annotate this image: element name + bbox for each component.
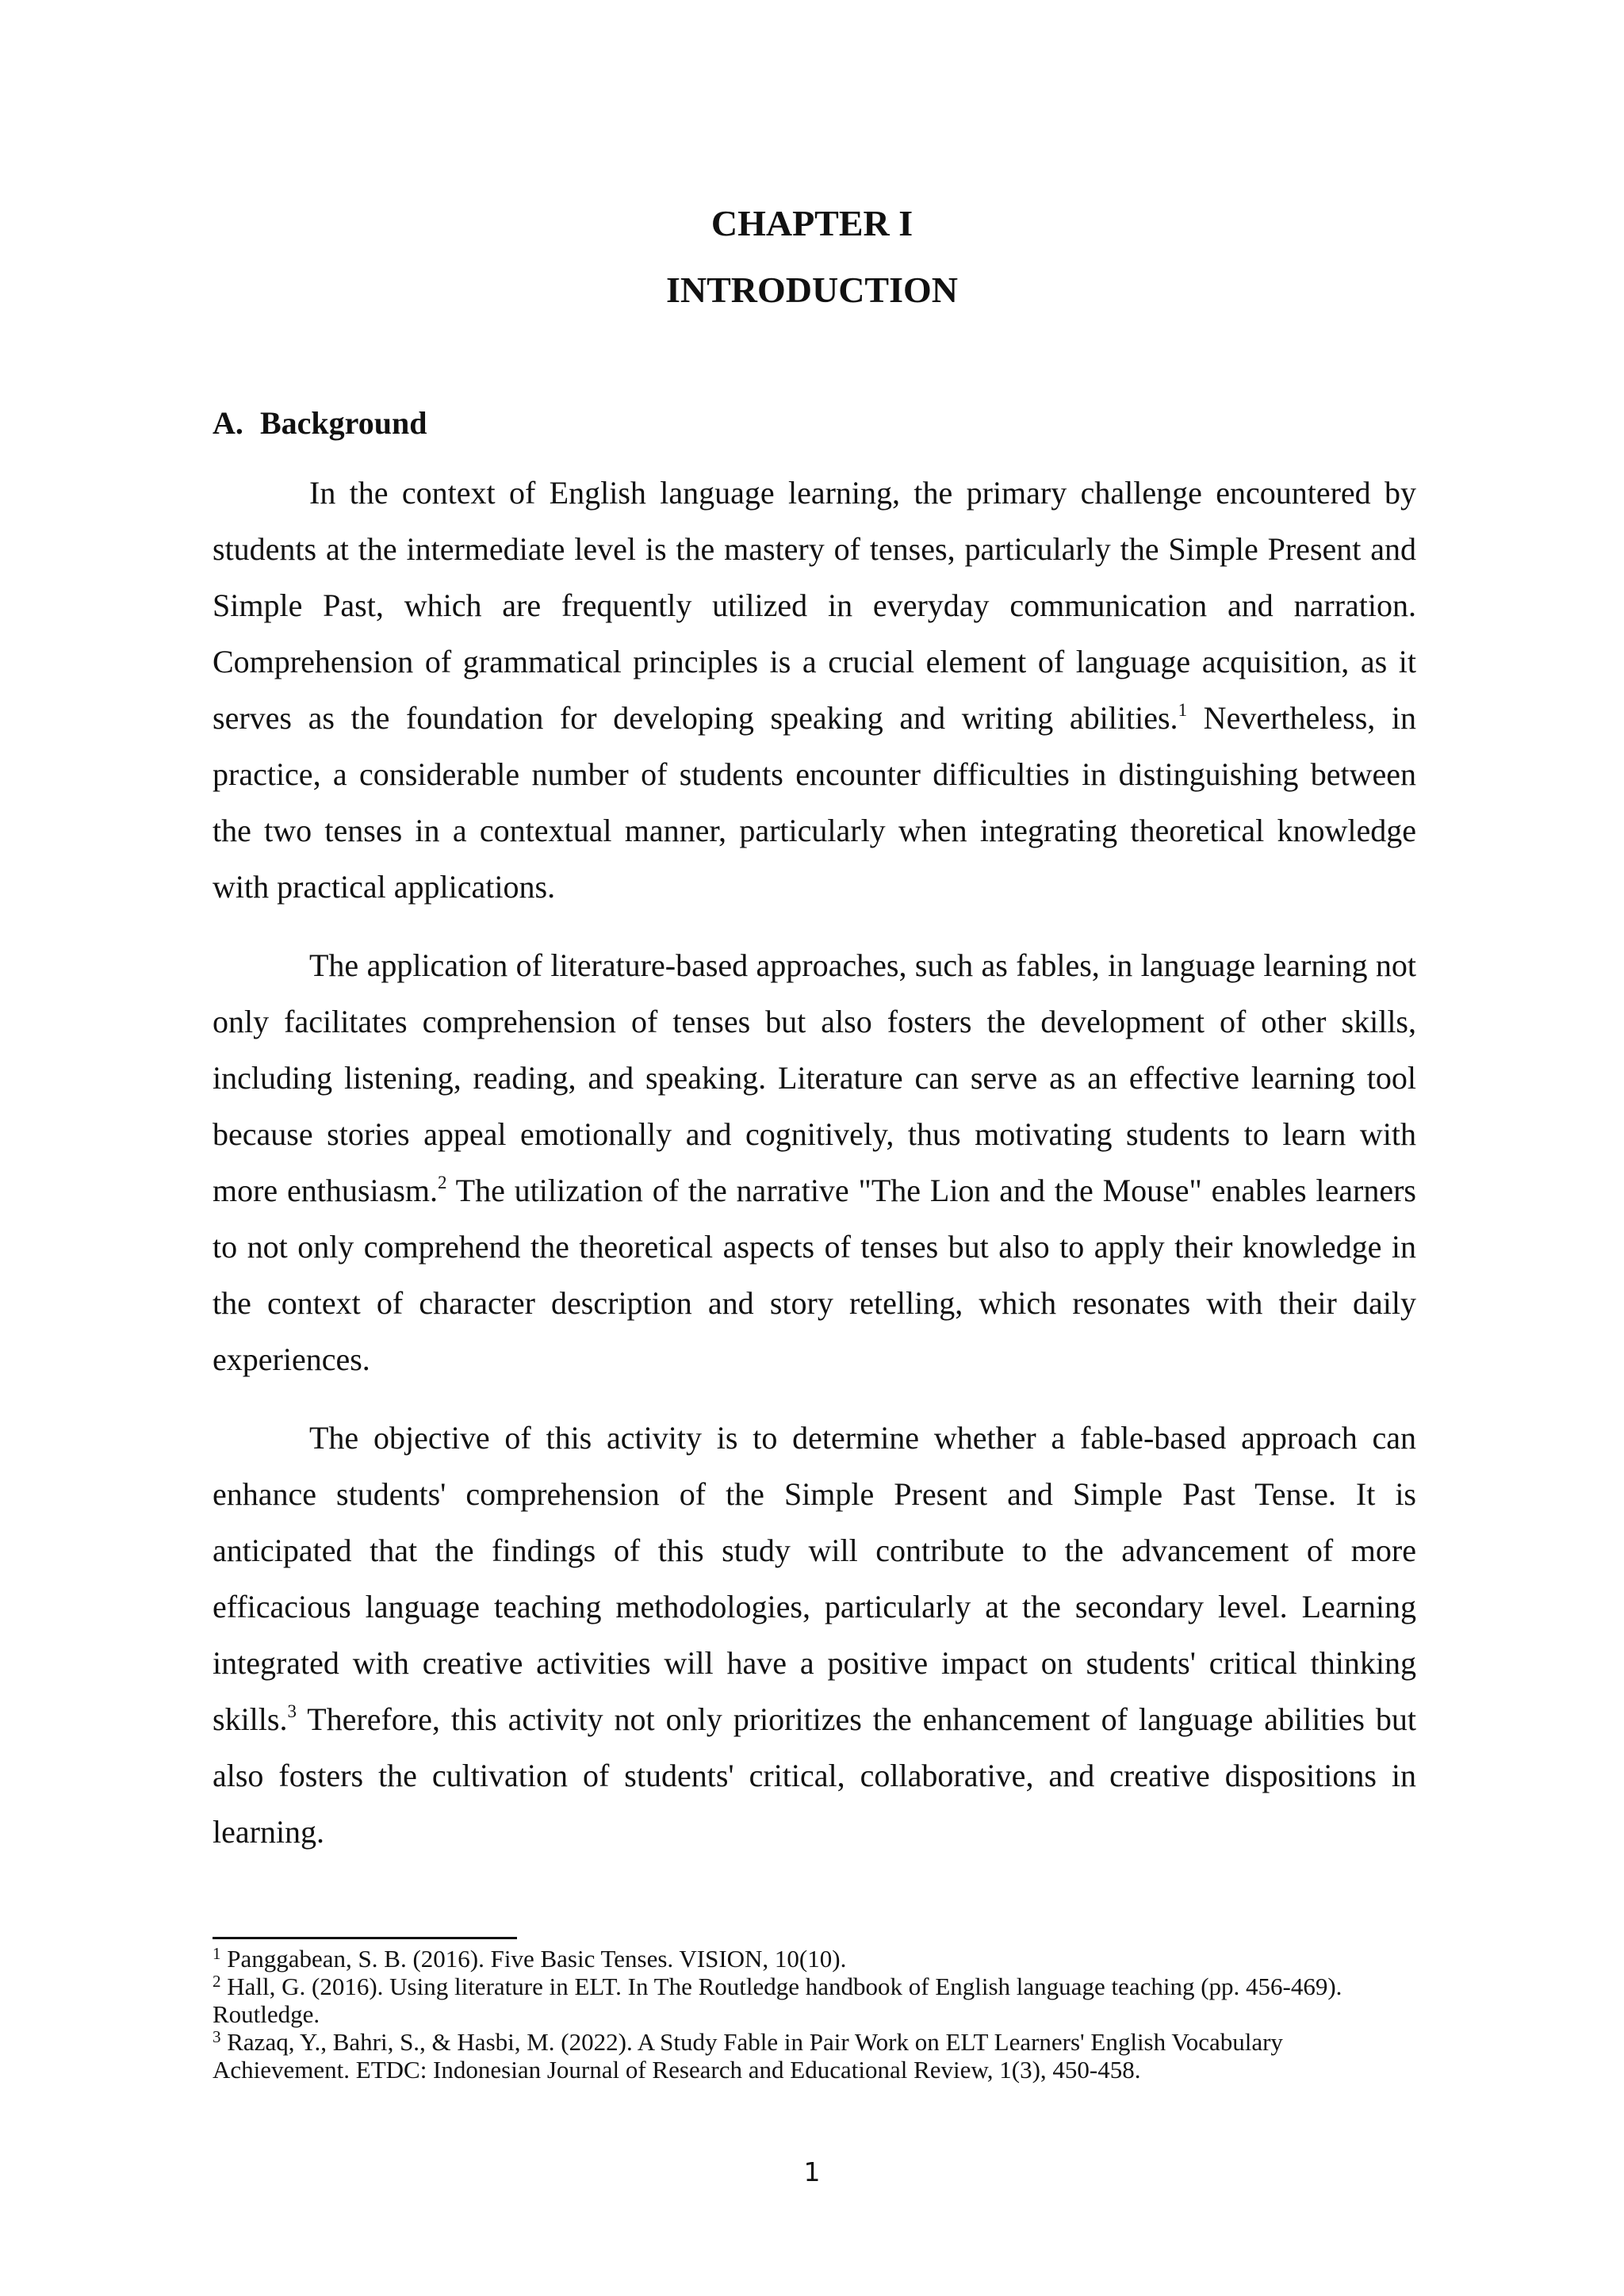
- section-label: A.: [213, 405, 243, 441]
- section-title: Background: [260, 405, 427, 441]
- footnote-number: 2: [213, 1972, 221, 1991]
- footnote-text: Razaq, Y., Bahri, S., & Hasbi, M. (2022). A Study Fable in Pair Work on ELT Learners' English Vocabulary Achievement. ETDC: Indonesian Journal of Research and Educational Review, 1(3), 450-458.: [213, 2028, 1283, 2084]
- paragraph-text: The utilization of the narrative "The Lion and the Mouse" enables learners to not only comprehend the theoretical aspects of tenses but also to apply their knowledge in the context of character description and story retelling, which resonates with their daily experiences.: [213, 1173, 1417, 1377]
- chapter-heading: [0, 190, 1624, 323]
- chapter-number: CHAPTER I: [710, 203, 914, 243]
- footnotes: [213, 1945, 1416, 2084]
- footnote-number: 1: [213, 1944, 221, 1963]
- footnote-1: [213, 1945, 1416, 1973]
- body-text: [213, 465, 1416, 1882]
- paragraph-text: In the context of English language learning, the primary challenge encountered by students at the intermediate level is the mastery of tenses, particularly the Simple Present and Simple Past, which are frequently utilized in everyday communication and narration. Comprehension of grammatical principles is a crucial element of language acquisition, as it serves as the foundation for developing speaking and writing abilities.: [213, 475, 1416, 736]
- footnote-ref-2[interactable]: 2: [438, 1173, 447, 1192]
- paragraph-1: [213, 465, 1416, 915]
- footnote-ref-1[interactable]: 1: [1178, 700, 1188, 720]
- footnote-text: Hall, G. (2016). Using literature in ELT. In The Routledge handbook of English language teaching (pp. 456-469). Routledge.: [213, 1973, 1342, 2028]
- footnote-text: Panggabean, S. B. (2016). Five Basic Tenses. VISION, 10(10).: [220, 1945, 847, 1973]
- section-heading: [213, 401, 427, 446]
- paragraph-text: Therefore, this activity not only prioritizes the enhancement of language abilities but also fosters the cultivation of students' critical, collaborative, and creative dispositions in learning.: [213, 1701, 1416, 1850]
- footnote-divider: [213, 1937, 517, 1939]
- paragraph-text: The objective of this activity is to determine whether a fable-based approach can enhance students' comprehension of the Simple Present and Simple Past Tense. It is anticipated that the findings of this study will contribute to the advancement of more efficacious language teaching methodologies, particularly at the secondary level. Learning integrated with creative activities will have a positive impact on students' critical thinking skills.: [213, 1420, 1416, 1737]
- chapter-title: INTRODUCTION: [665, 270, 959, 310]
- paragraph-text: Nevertheless, in practice, a considerable number of students encounter difficulties in distinguishing between the two tenses in a contextual manner, particularly when integrating theoretical knowledge with practical applications.: [213, 700, 1417, 905]
- paragraph-3: [213, 1410, 1416, 1860]
- footnote-2: [213, 1973, 1416, 2028]
- page-number: 1: [803, 2156, 821, 2187]
- paragraph-2: [213, 937, 1416, 1387]
- paragraph-text: The application of literature-based approaches, such as fables, in language learning not only facilitates comprehension of tenses but also fosters the development of other skills, including listening, reading, and speaking. Literature can serve as an effective learning tool because stories appeal emotionally and cognitively, thus motivating students to learn with more enthusiasm.: [213, 947, 1416, 1208]
- footnote-number: 3: [213, 2027, 221, 2046]
- footnote-3: [213, 2028, 1416, 2084]
- footnote-ref-3[interactable]: 3: [287, 1701, 297, 1721]
